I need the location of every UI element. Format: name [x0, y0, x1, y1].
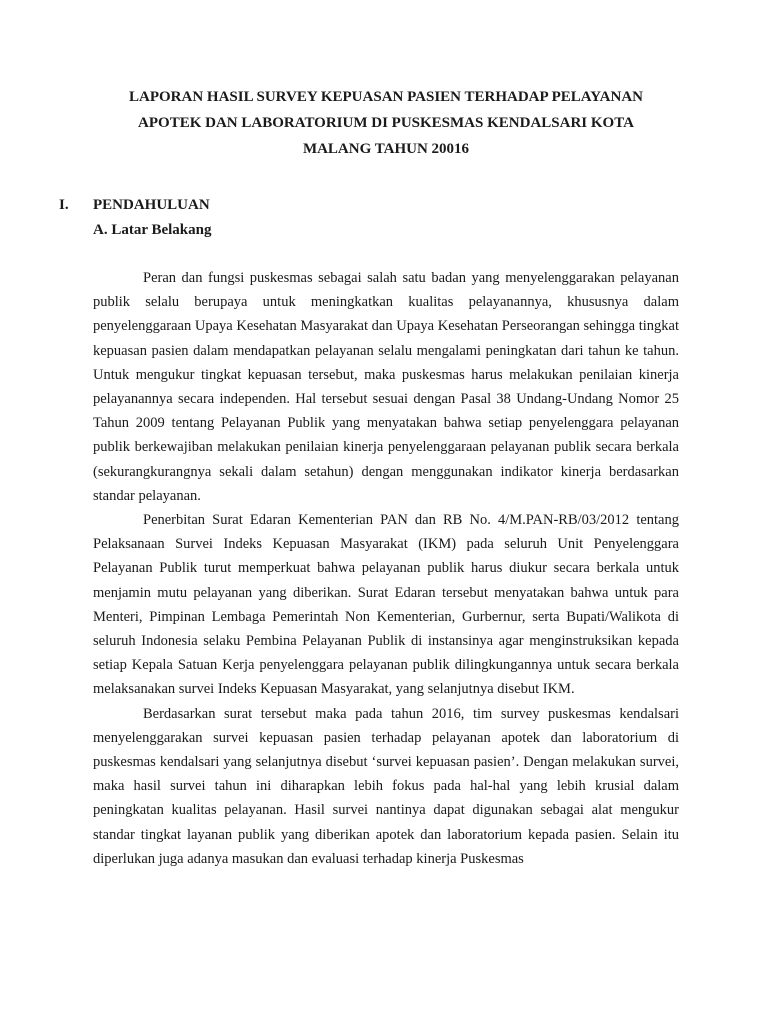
- body-text: [93, 266, 679, 871]
- title-line-2: APOTEK DAN LABORATORIUM DI PUSKESMAS KENDALSARI KOTA: [138, 115, 634, 131]
- paragraph-2: Penerbitan Surat Edaran Kementerian PAN dan RB No. 4/M.PAN-RB/03/2012 tentang Pelaksanaan Survei Indeks Kepuasan Masyarakat (IKM) pada seluruh Unit Penyelenggara Pelayanan Publik turut memperkuat bahwa pelayanan publik harus diukur secara berkala untuk menjamin mutu pelayanan yang diberikan. Surat Edaran tersebut menyatakan bahwa untuk para Menteri, Pimpinan Lembaga Pemerintah Non Kementerian, Gurbernur, serta Bupati/Walikota di seluruh Indonesia selaku Pembina Pelayanan Publik di instansinya agar menginstruksikan kepada setiap Kepala Satuan Kerja penyelenggara pelayanan publik dilingkungannya untuk secara berkala melaksanakan survei Indeks Kepuasan Masyarakat, yang selanjutnya disebut IKM.: [93, 512, 679, 698]
- paragraph-1: Peran dan fungsi puskesmas sebagai salah satu badan yang menyelenggarakan pelayanan publik selalu berupaya untuk meningkatkan kualitas pelayanannya, khususnya dalam penyelenggaraan Upaya Kesehatan Masyarakat dan Upaya Kesehatan Perseorangan sehingga tingkat kepuasan pasien dalam mendapatkan pelayanan selalu mengalami peningkatan dari tahun ke tahun. Untuk mengukur tingkat kepuasan tersebut, maka puskesmas harus melakukan penilaian kinerja pelayanannya secara independen. Hal tersebut sesuai dengan Pasal 38 Undang-Undang Nomor 25 Tahun 2009 tentang Pelayanan Publik yang menyatakan bahwa setiap penyelenggara pelayanan publik berkewajiban melakukan penilaian kinerja penyelenggaraan pelayanan publik secara berkala (sekurangkurangnya sekali dalam setahun) dengan menggunakan indikator kinerja berdasarkan standar pelayanan.: [93, 270, 679, 504]
- section-heading: PENDAHULUAN: [93, 197, 210, 213]
- document-title: [93, 84, 679, 162]
- subsection-heading: A. Latar Belakang: [93, 222, 212, 238]
- paragraph-3: Berdasarkan surat tersebut maka pada tahun 2016, tim survey puskesmas kendalsari menyelenggarakan survei kepuasan pasien terhadap pelayanan apotek dan laboratorium di puskesmas kendalsari yang selanjutnya disebut ‘survei kepuasan pasien’. Dengan melakukan survei, maka hasil survei tahun ini diharapkan lebih fokus pada hal-hal yang lebih krusial dalam peningkatan kualitas pelayanan. Hasil survei nantinya dapat digunakan sebagai alat mengukur standar tingkat layanan publik yang diberikan apotek dan laboratorium kepada pasien. Selain itu diperlukan juga adanya masukan dan evaluasi terhadap kinerja Puskesmas: [93, 705, 679, 867]
- title-line-1: LAPORAN HASIL SURVEY KEPUASAN PASIEN TERHADAP PELAYANAN: [128, 89, 643, 105]
- section-number: I.: [59, 197, 69, 213]
- title-line-3: MALANG TAHUN 20016: [302, 141, 470, 157]
